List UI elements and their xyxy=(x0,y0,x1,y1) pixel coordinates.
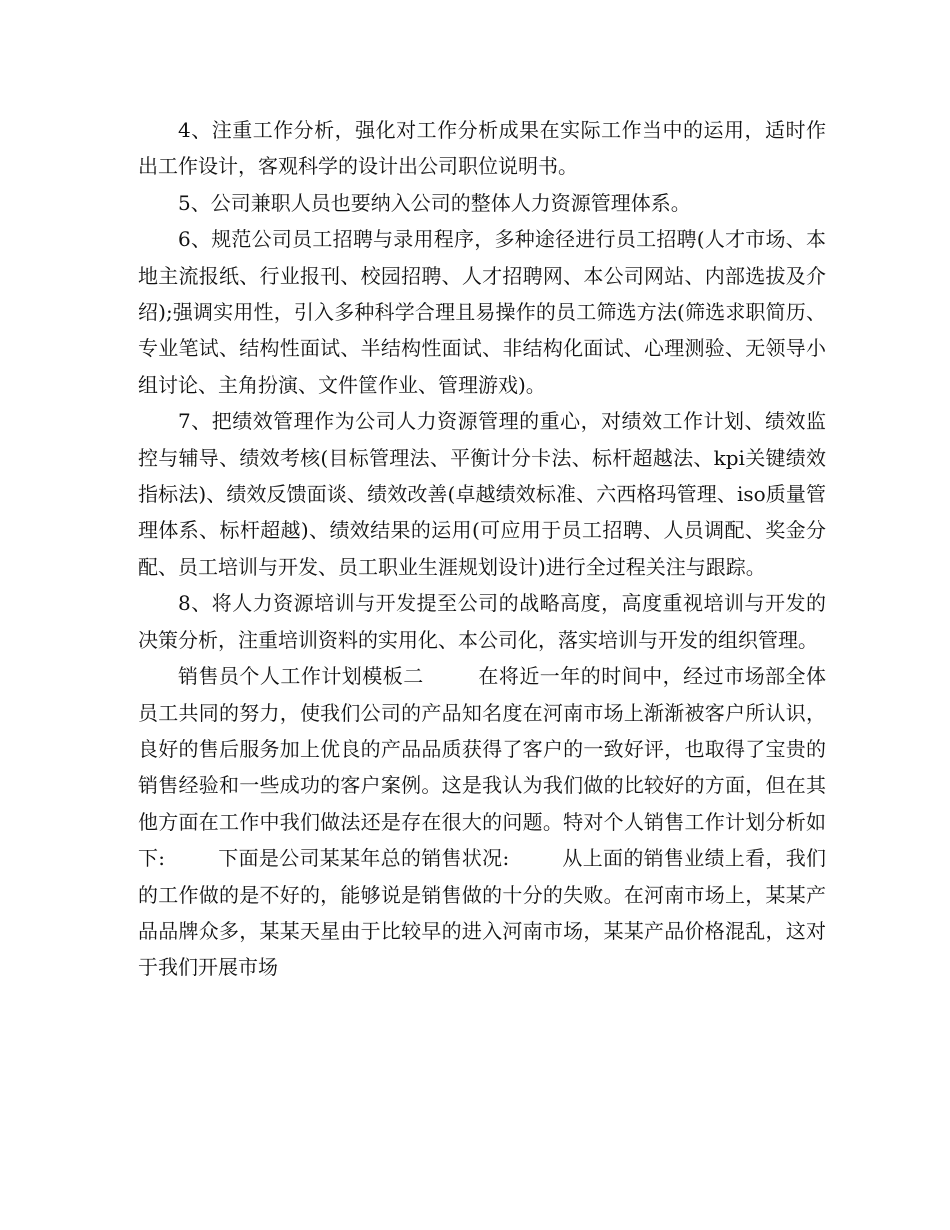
paragraph-item-6: 6、规范公司员工招聘与录用程序，多种途径进行员工招聘(人才市场、本地主流报纸、行业报刊、校园招聘、人才招聘网、本公司网站、内部选拔及介绍);强调实用性，引入多种科学合理且易操作的员工筛选方法(筛选求职简历、专业笔试、结构性面试、半结构性面试、非结构化面试、心理测验、无领导小组讨论、主角扮演、文件筐作业、管理游戏)。 xyxy=(138,227,826,397)
paragraph-item-8: 8、将人力资源培训与开发提至公司的战略高度，高度重视培训与开发的决策分析，注重培训资料的实用化、本公司化，落实培训与开发的组织管理。 xyxy=(138,591,826,652)
paragraph-item-5: 5、公司兼职人员也要纳入公司的整体人力资源管理体系。 xyxy=(178,190,691,215)
paragraph-item-7: 7、把绩效管理作为公司人力资源管理的重心，对绩效工作计划、绩效监控与辅导、绩效考核(目标管理法、平衡计分卡法、标杆超越法、kpi关键绩效指标法)、绩效反馈面谈、绩效改善(卓越绩效标准、六西格玛管理、iso质量管理体系、标杆超越)、绩效结果的运用(可应用于员工招聘、人员调配、奖金分配、员工培训与开发、员工职业生涯规划设计)进行全过程关注与跟踪。 xyxy=(138,409,826,579)
document-page xyxy=(138,112,826,986)
paragraph-item-4: 4、注重工作分析，强化对工作分析成果在实际工作当中的运用，适时作出工作设计，客观科学的设计出公司职位说明书。 xyxy=(138,118,826,179)
paragraph-sales-plan-template: 销售员个人工作计划模板二 在将近一年的时间中，经过市场部全体员工共同的努力，使我们公司的产品知名度在河南市场上渐渐被客户所认识，良好的售后服务加上优良的产品品质获得了客户的一致好评，也取得了宝贵的销售经验和一些成功的客户案例。这是我认为我们做的比较好的方面，但在其他方面在工作中我们做法还是存在很大的问题。特对个人销售工作计划分析如下: 下面是公司某某年总的销售状况: 从上面的销售业绩上看，我们的工作做的是不好的，能够说是销售做的十分的失败。在河南市场上，某某产品品牌众多，某某天星由于比较早的进入河南市场，某某产品价格混乱，这对于我们开展市场 xyxy=(138,664,826,980)
